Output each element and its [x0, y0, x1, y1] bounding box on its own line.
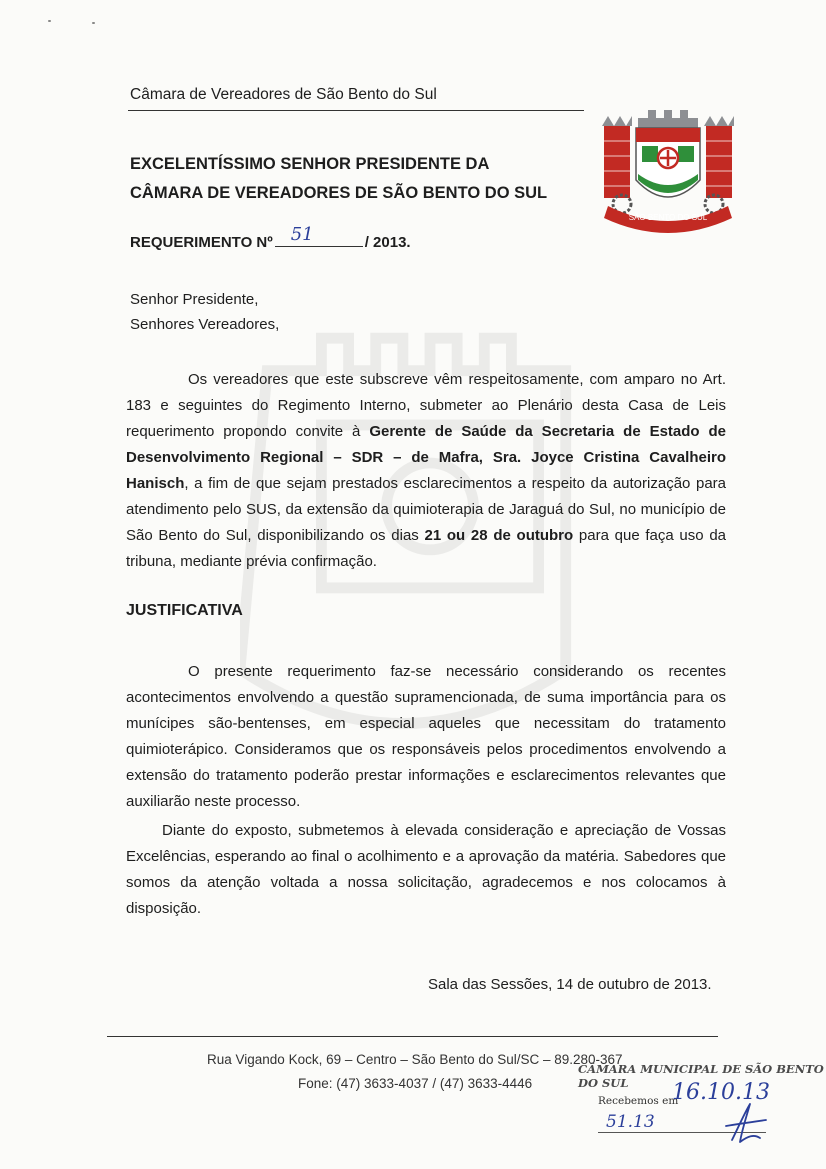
receipt-stamp-label: Recebemos em — [598, 1095, 679, 1107]
header-divider — [128, 110, 584, 111]
justificativa-paragraph-1 — [126, 659, 726, 815]
salutation — [130, 287, 279, 337]
request-paragraph — [126, 367, 726, 575]
footer-phone: Fone: (47) 3633-4037 / (47) 3633-4446 — [298, 1076, 533, 1091]
footer-divider — [107, 1036, 718, 1037]
justificativa-heading: JUSTIFICATIVA — [126, 602, 243, 619]
receipt-stamp-title: CÂMARA MUNICIPAL DE SÃO BENTO DO SUL — [578, 1062, 824, 1090]
letterhead-organization: Câmara de Vereadores de São Bento do Sul — [130, 86, 437, 103]
requerimento-year: / 2013. — [364, 234, 411, 251]
receipt-number-handwritten: 51.13 — [606, 1112, 655, 1132]
request-text-3: para que faça uso da tribuna, mediante prévia confirmação. — [126, 527, 727, 570]
requerimento-line — [130, 224, 411, 251]
municipal-crest-icon — [598, 96, 738, 236]
requerimento-number-handwritten: 51 — [290, 224, 314, 245]
scan-speck — [48, 20, 51, 22]
scan-speck — [92, 22, 95, 24]
addressee — [130, 150, 547, 208]
session-date: Sala das Sessões, 14 de outubro de 2013. — [428, 976, 712, 993]
request-text-1: Os vereadores que este subscreve vêm respeitosamente, com amparo no Art. 183 e seguintes do Regimento Interno, submeter ao Plenário desta Casa de Leis requerimento propondo convite à — [126, 371, 726, 440]
requerimento-label: REQUERIMENTO Nº — [130, 234, 273, 251]
request-invitee: Gerente de Saúde da Secretaria de Estado de Desenvolvimento Regional – SDR – de Mafra, Sra. Joyce Cristina Cavalheiro Hanisch — [126, 423, 727, 492]
addressee-line-1: EXCELENTÍSSIMO SENHOR PRESIDENTE DA — [130, 155, 490, 173]
salutation-line-2: Senhores Vereadores, — [130, 316, 280, 333]
receipt-date-handwritten: 16.10.13 — [672, 1080, 770, 1105]
requerimento-number-blank — [275, 224, 363, 247]
justificativa-text-1: O presente requerimento faz-se necessário considerando os recentes acontecimentos envolvendo a questão supramencionada, de suma importância para os munícipes são-bentenses, em especial aqueles que necessitam do tratamento quimioterápico. Consideramos que os responsáveis pelos procedimentos envolvendo a extensão do tratamento poderão prestar informações e esclarecimentos relevantes que auxiliarão neste processo. — [126, 663, 726, 810]
signature-icon — [720, 1100, 770, 1146]
crest-ribbon-text: SÃO BENTO DO SUL — [628, 213, 708, 222]
addressee-line-2: CÂMARA DE VEREADORES DE SÃO BENTO DO SUL — [130, 184, 548, 202]
justificativa-text-2: Diante do exposto, submetemos à elevada consideração e apreciação de Vossas Excelências, esperando ao final o acolhimento e a aprovação da matéria. Sabedores que somos da atenção voltada a nossa solicitação, agradecemos e nos colocamos à disposição. — [126, 822, 726, 917]
request-dates: 21 ou 28 de outubro — [424, 527, 574, 544]
footer-address: Rua Vigando Kock, 69 – Centro – São Bento do Sul/SC – 89.280-367 — [207, 1052, 623, 1067]
salutation-line-1: Senhor Presidente, — [130, 291, 259, 308]
justificativa-paragraph-2 — [126, 818, 726, 922]
request-text-2: , a fim de que sejam prestados esclarecimentos a respeito da autorização para atendimento pelo SUS, da extensão da quimioterapia de Jaraguá do Sul, no município de São Bento do Sul, disponibilizando os dias — [126, 475, 726, 544]
